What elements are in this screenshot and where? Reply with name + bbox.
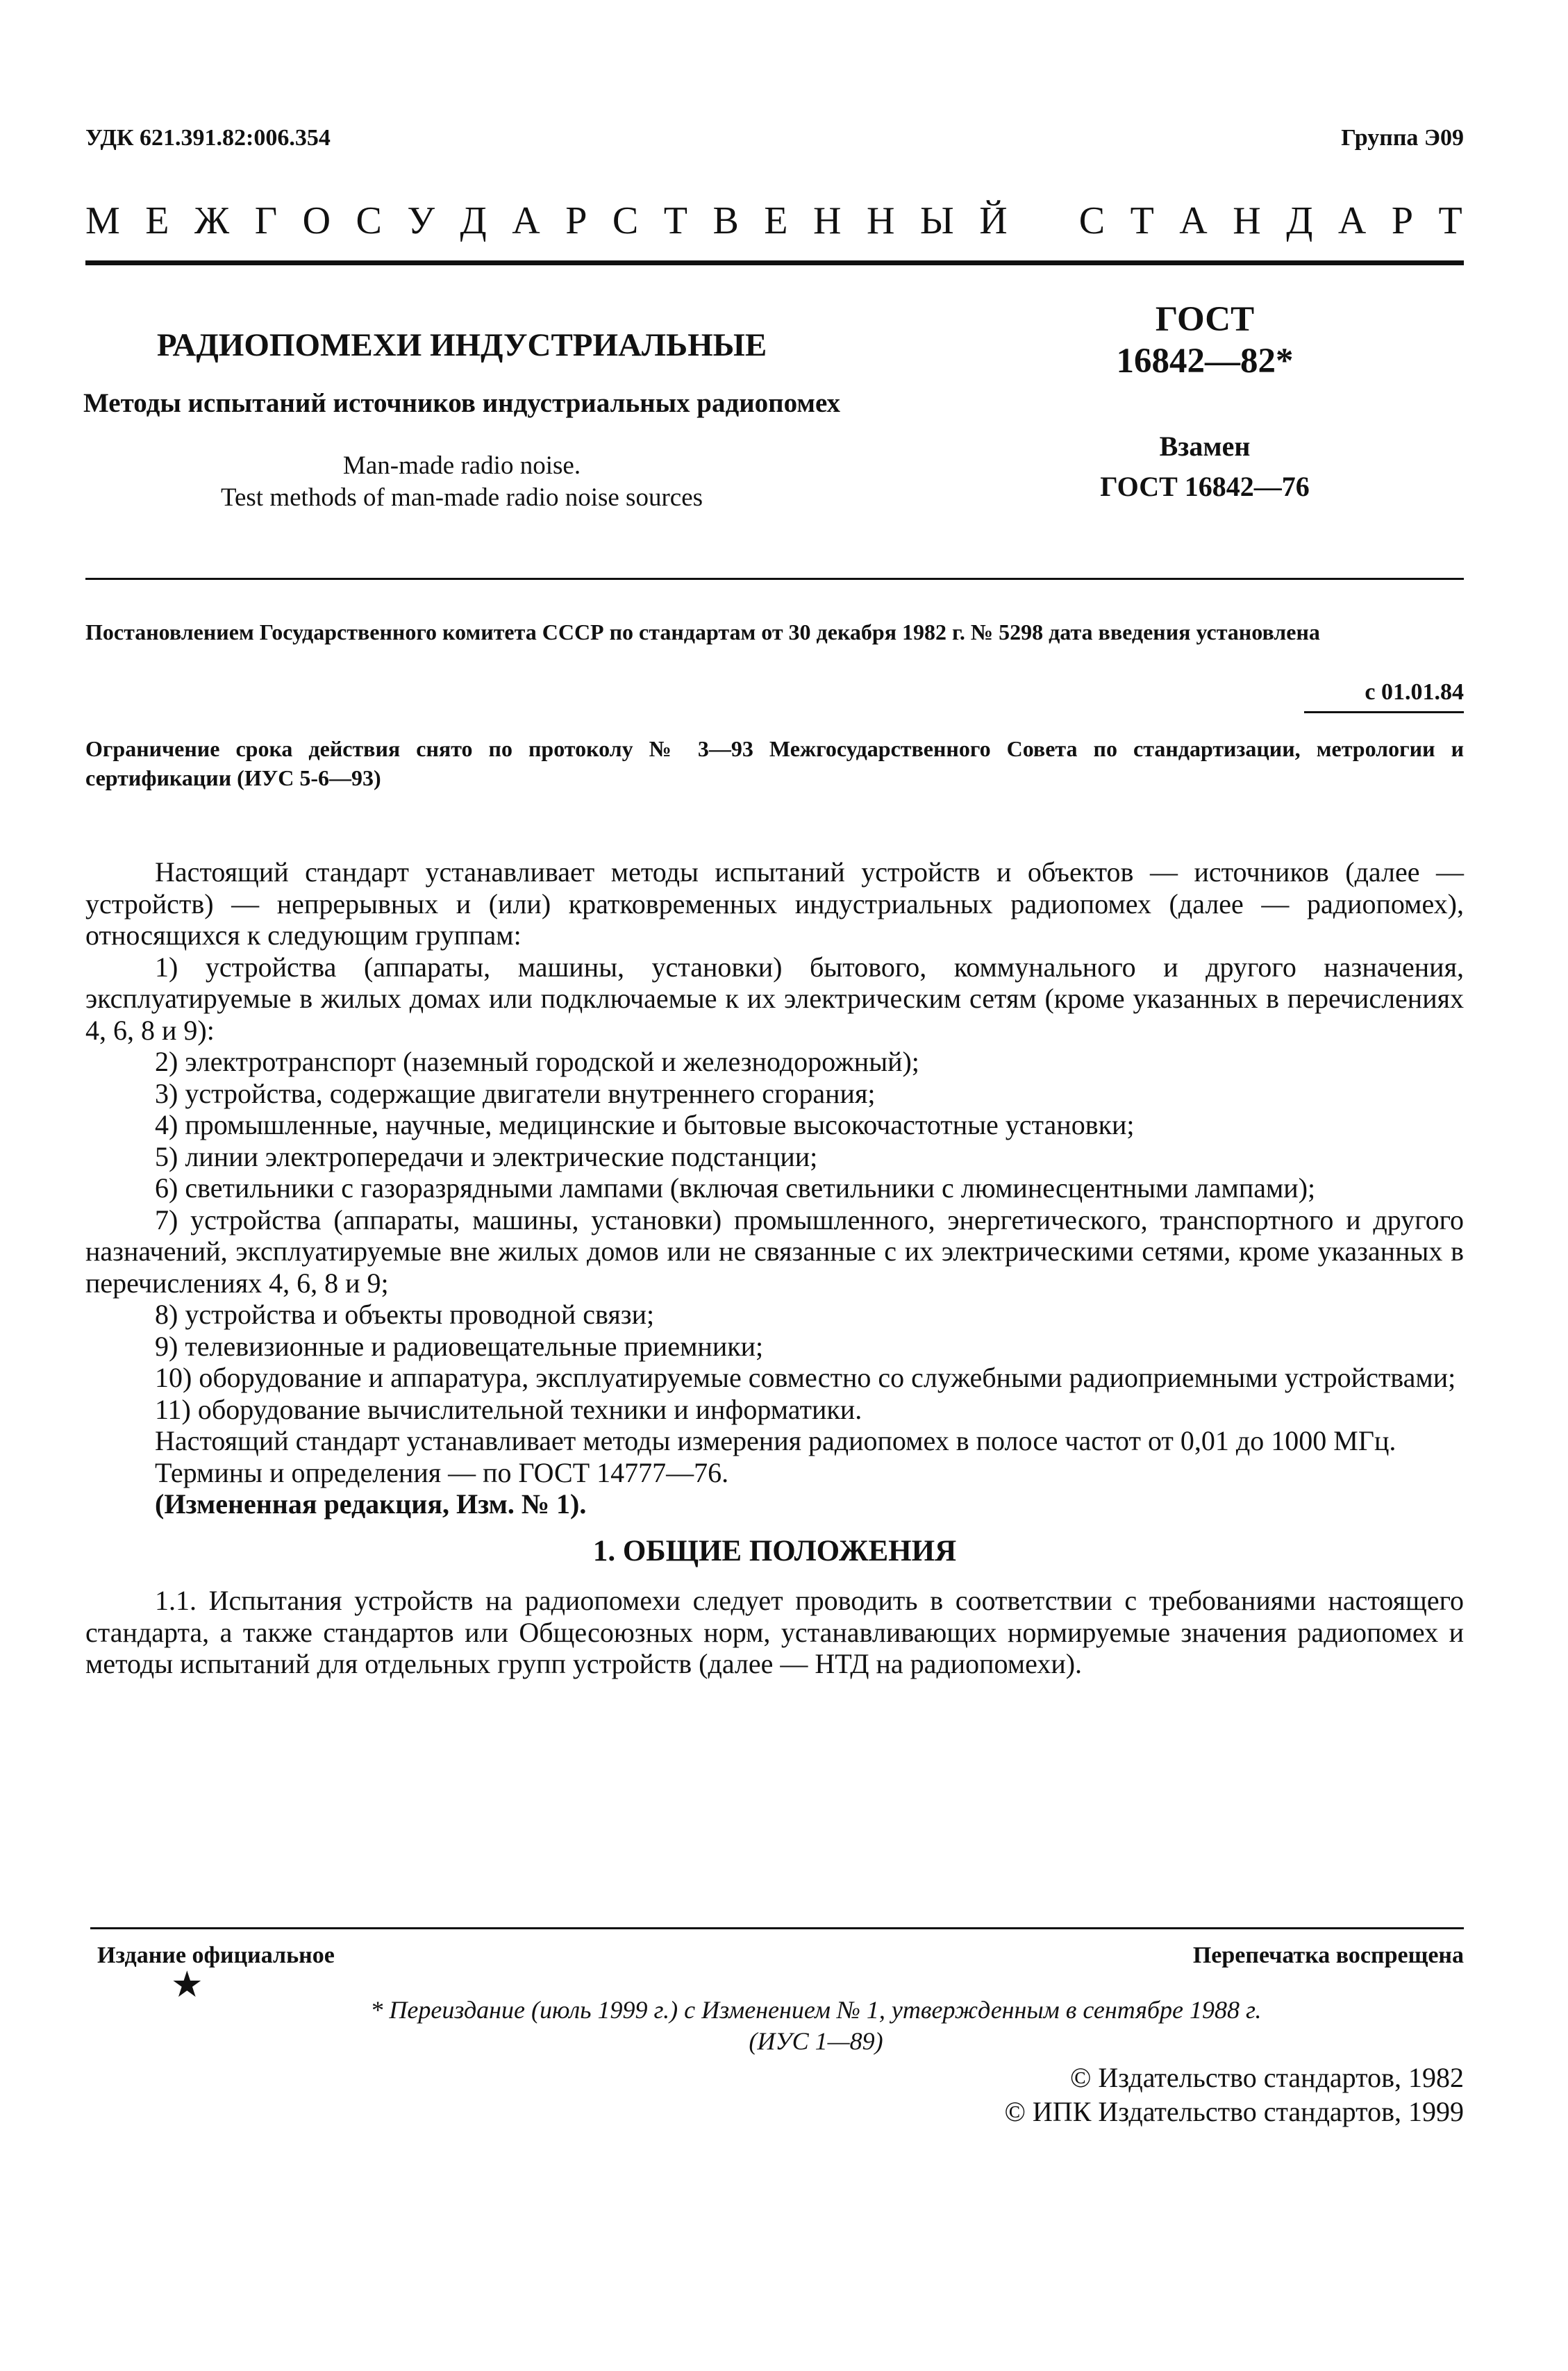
list-item: 8) устройства и объекты проводной связи; <box>155 1299 655 1330</box>
amendment-note: (Измененная редакция, Изм. № 1). <box>155 1488 587 1520</box>
official-edition-label: Издание официальное <box>97 1942 335 1968</box>
banner-letter: Н <box>813 199 843 242</box>
terms-paragraph: Термины и определения — по ГОСТ 14777—76. <box>155 1456 729 1488</box>
intro-paragraph: Настоящий стандарт устанавливает методы испытаний устройств и объектов — источников (далее — устройств) — непрерывных и (или) кратковременных индустриальных радиопомех (далее — радиопомех), относящихся к следующим группам: <box>85 856 1464 951</box>
list-item: 3) устройства, содержащие двигатели внутреннего сгорания; <box>155 1077 876 1109</box>
reprint-prohibited-label: Перепечатка воспрещена <box>1192 1942 1464 1968</box>
document-body <box>85 856 1464 1680</box>
banner-letter: С <box>1078 199 1107 242</box>
list-item: 9) телевизионные и радиовещательные приемники; <box>155 1330 764 1362</box>
date-underline <box>1304 711 1464 713</box>
copyright-block <box>1005 2061 1464 2129</box>
list-item: 4) промышленные, научные, медицинские и бытовые высокочастотные установки; <box>155 1109 1135 1140</box>
replaces-block <box>1049 426 1361 507</box>
banner-letter: Н <box>866 199 896 242</box>
list-item: 7) устройства (аппараты, машины, установки) промышленного, энергетического, транспортного и другого назначений, эксплуатируемые вне жилых домов или не связанные с их электрическими сетями, кроме указанных в перечислениях 4, 6, 8 и 9; <box>85 1204 1464 1299</box>
decree-text: Постановлением Государственного комитета СССР по стандартам от 30 декабря 1982 г. № 5298 дата введения установлена <box>85 619 1320 644</box>
copyright-line: © ИПК Издательство стандартов, 1999 <box>1004 2095 1464 2127</box>
paragraph-1-1: 1.1. Испытания устройств на радиопомехи следует проводить в соответствии с требованиями настоящего стандарта, а также стандартов или Общесоюзных норм, устанавливающих нормируемые значения радиопомех и методы испытаний для отдельных групп устройств (далее — НТД на радиопомехи). <box>85 1585 1464 1679</box>
banner-letter: А <box>1337 199 1368 242</box>
list-item: 10) оборудование и аппаратура, эксплуатируемые совместно со служебными радиоприемными устройствами; <box>155 1362 1456 1393</box>
list-item: 11) оборудование вычислительной техники и информатики. <box>155 1393 862 1425</box>
banner-letter: А <box>512 199 542 242</box>
banner-letter: Т <box>663 199 689 242</box>
english-title-line: Man-made radio noise. <box>342 451 581 480</box>
section-heading: 1. ОБЩИЕ ПОЛОЖЕНИЯ <box>592 1534 957 1567</box>
gost-label: ГОСТ <box>1155 300 1255 339</box>
banner-letter: М <box>85 199 122 242</box>
banner-letter: Е <box>145 199 171 242</box>
gost-number: 16842—82* <box>1116 342 1294 381</box>
english-title <box>76 450 847 515</box>
udk-code: УДК 621.391.82:006.354 <box>85 125 331 151</box>
banner-letter: С <box>356 199 383 242</box>
copyright-line: © Издательство стандартов, 1982 <box>1069 2062 1464 2093</box>
list-item: 2) электротранспорт (наземный городской и железнодорожный); <box>155 1046 919 1077</box>
reissue-note <box>278 1995 1354 2057</box>
frequency-paragraph: Настоящий стандарт устанавливает методы измерения радиопомех в полосе частот от 0,01 до 1000 МГц. <box>155 1425 1396 1456</box>
group-code: Группа Э09 <box>1341 125 1464 151</box>
title-rule <box>85 578 1464 580</box>
banner-letter: Т <box>1130 199 1156 242</box>
banner-letter: В <box>712 199 740 242</box>
banner-letter: Н <box>1233 199 1262 242</box>
list-item: 5) линии электропередачи и электрические подстанции; <box>155 1140 818 1172</box>
standard-title: РАДИОПОМЕХИ ИНДУСТРИАЛЬНЫЕ <box>156 327 767 363</box>
banner-gap <box>1033 199 1055 243</box>
banner-letter: А <box>1179 199 1209 242</box>
star-icon: ★ <box>171 1965 203 2005</box>
interstate-standard-banner <box>85 199 1464 243</box>
standard-subtitle: Методы испытаний источников индустриальных радиопомех <box>83 388 840 418</box>
english-title-line: Test methods of man-made radio noise sources <box>220 483 703 513</box>
banner-letter: Ы <box>919 199 956 242</box>
banner-letter: С <box>612 199 640 242</box>
banner-letter: Д <box>1286 199 1315 242</box>
reissue-line: * Переиздание (июль 1999 г.) с Изменением № 1, утвержденным в сентябре 1988 г. <box>370 1996 1262 2024</box>
list-item: 1) устройства (аппараты, машины, установки) бытового, коммунального и другого назначения, эксплуатируемые в жилых домах или подключаемые к их электрическим сетям (кроме указанных в перечислениях 4, 6, 8 и 9): <box>85 951 1464 1046</box>
banner-letter: Р <box>565 199 589 242</box>
gost-designation <box>1049 299 1361 382</box>
banner-letter: Ж <box>194 199 231 242</box>
banner-letter: У <box>407 199 437 242</box>
header-rule <box>85 260 1464 265</box>
banner-letter: Й <box>979 199 1009 242</box>
banner-letter: Д <box>460 199 488 242</box>
reissue-line: (ИУС 1—89) <box>749 2027 883 2055</box>
banner-letter: О <box>302 199 333 242</box>
footer-rule <box>90 1927 1464 1929</box>
banner-letter: Р <box>1391 199 1415 242</box>
introduction-date: с 01.01.84 <box>1365 679 1464 705</box>
list-item: 6) светильники с газоразрядными лампами (включая светильники с люминесцентными лампами); <box>155 1172 1316 1204</box>
replaced-gost: ГОСТ 16842—76 <box>1100 471 1310 502</box>
banner-letter: Т <box>1438 199 1464 242</box>
limitation-note: Ограничение срока действия снято по протоколу № 3—93 Межгосударственного Совета по стандартизации, метрологии и сертификации (ИУС 5-6—93) <box>85 736 1464 790</box>
replaces-label: Взамен <box>1159 431 1251 462</box>
banner-letter: Г <box>254 199 279 242</box>
banner-letter: Е <box>764 199 790 242</box>
